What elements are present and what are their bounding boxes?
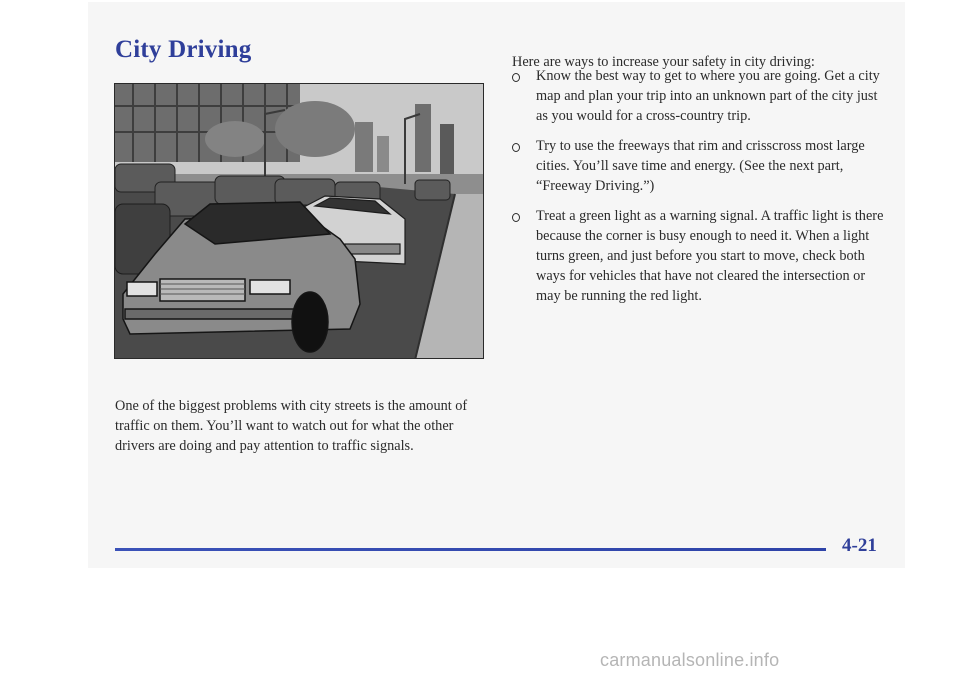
safety-tips-list (512, 66, 884, 316)
tip-text: Know the best way to get to where you are going. Get a city map and plan your trip into an unknown part of the city just as you would for a cross-country trip. (536, 68, 880, 124)
footer-rule (115, 548, 826, 551)
list-item (512, 206, 884, 306)
page-number: 4-21 (842, 535, 877, 556)
city-traffic-illustration (114, 83, 484, 359)
site-watermark: carmanualsonline.info (600, 650, 780, 670)
bullet-icon (512, 73, 520, 82)
bullet-icon (512, 213, 520, 222)
bullet-icon (512, 143, 520, 152)
traffic-paragraph: One of the biggest problems with city streets is the amount of traffic on them. You’ll want to watch out for what the other drivers are doing and pay attention to traffic signals. (115, 398, 468, 455)
list-item (512, 66, 884, 126)
page-title: City Driving (115, 36, 252, 63)
list-item (512, 136, 884, 196)
tip-text: Try to use the freeways that rim and crisscross most large cities. You’ll save time and energy. (See the next part, “Freeway Driving.”) (536, 138, 865, 194)
tip-text: Treat a green light as a warning signal. A traffic light is there because the corner is busy enough to need it. When a light turns green, and just before you start to move, check both ways for vehicles that have not cleared the intersection or may be running the red light. (536, 208, 884, 304)
safety-intro: Here are ways to increase your safety in city driving: (512, 54, 815, 71)
